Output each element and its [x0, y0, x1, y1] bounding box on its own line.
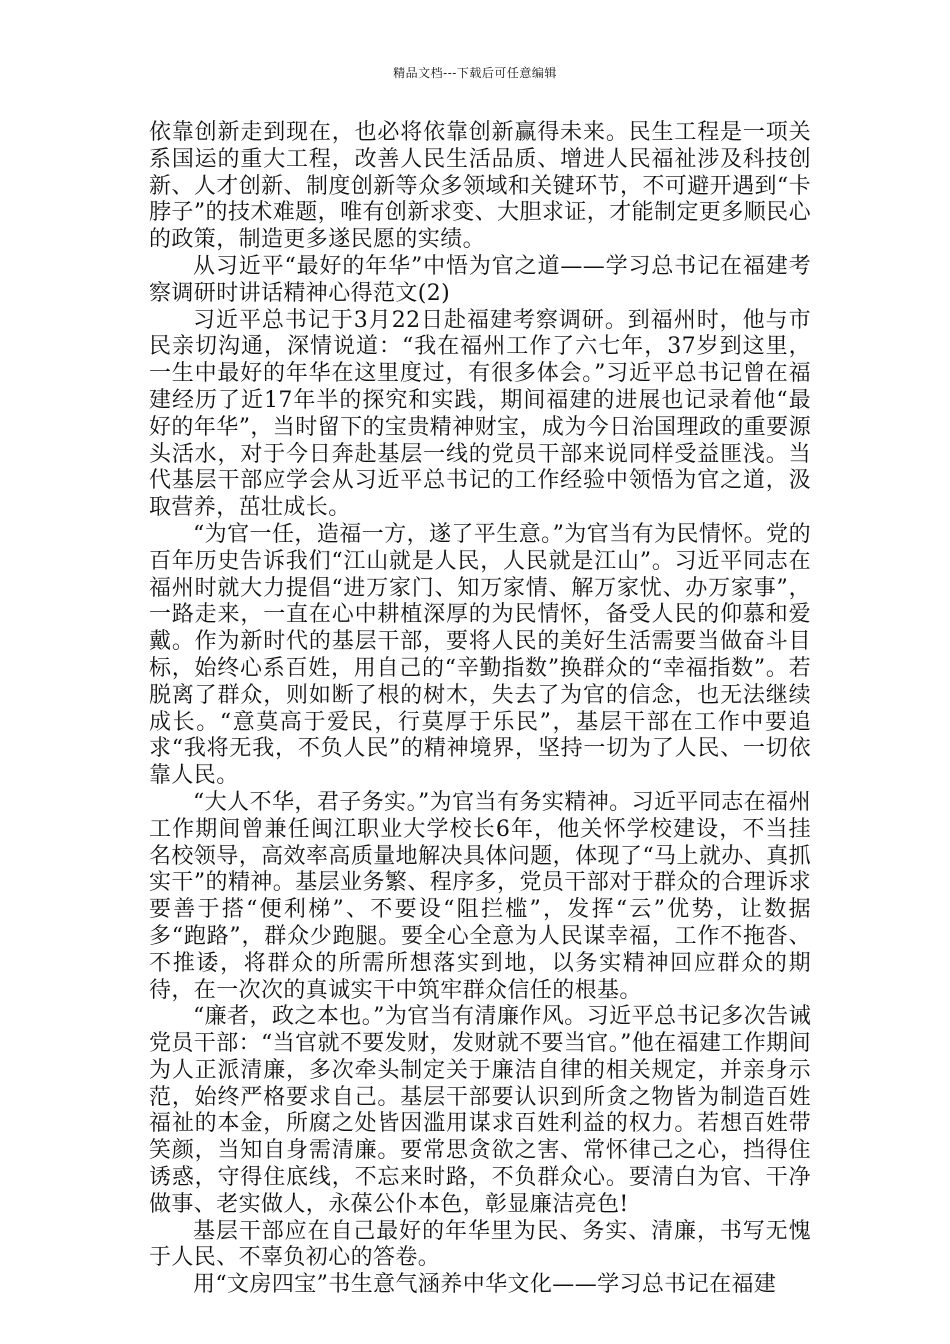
- document-body: [149, 120, 811, 1299]
- next-article-title: 用“文房四宝”书生意气涵养中华文化——学习总书记在福建: [193, 1272, 777, 1298]
- paragraph-innovation: 依靠创新走到现在，也必将依靠创新赢得未来。民生工程是一项关系国运的重大工程，改善人民生活品质、增进人民福祉涉及科技创新、人才创新、制度创新等众多领域和关键环节，不可避开遇到“卡脖子”的技术难题，唯有创新求变、大胆求证，才能制定更多顺民心的政策，制造更多遂民愿的实绩。: [149, 120, 811, 253]
- paragraph-intro: 习近平总书记于3月22日赴福建考察调研。到福州时，他与市民亲切沟通，深情说道：“我在福州工作了六七年，37岁到这里，一生中最好的年华在这里度过，有很多体会。”习近平总书记曾在福建经历了近17年半的探究和实践，期间福建的进展也记录着他“最好的年华”，当时留下的宝贵精神财宝，成为今日治国理政的重要源头活水，对于今日奔赴基层一线的党员干部来说同样受益匪浅。当代基层干部应学会从习近平总书记的工作经验中领悟为官之道，汲取营养，茁壮成长。: [149, 307, 811, 521]
- paragraph-conclusion: 基层干部应在自己最好的年华里为民、务实、清廉，书写无愧于人民、不辜负初心的答卷。: [149, 1218, 811, 1271]
- paragraph-people-feelings: “为官一任，造福一方，遂了平生意。”为官当有为民情怀。党的百年历史告诉我们“江山就是人民，人民就是江山”。习近平同志在福州时就大力提倡“进万家门、知万家情、解万家忧、办万家事”，一路走来，一直在心中耕植深厚的为民情怀，备受人民的仰慕和爱戴。作为新时代的基层干部，要将人民的美好生活需要当做奋斗目标，始终心系百姓，用自己的“辛勤指数”换群众的“幸福指数”。若脱离了群众，则如断了根的树木，失去了为官的信念，也无法继续成长。“意莫高于爱民，行莫厚于乐民”，基层干部在工作中要追求“我将无我，不负人民”的精神境界，坚持一切为了人民、一切依靠人民。: [149, 521, 811, 789]
- paragraph-practical-spirit: “大人不华，君子务实。”为官当有务实精神。习近平同志在福州工作期间曾兼任闽江职业大学校长6年，他关怀学校建设，不当挂名校领导，高效率高质量地解决具体问题，体现了“马上就办、真抓实干”的精神。基层业务繁、程序多，党员干部对于群众的合理诉求要善于搭“便利梯”、不要设“阻拦槛”，发挥“云”优势，让数据多“跑路”，群众少跑腿。要全心全意为人民谋幸福，工作不拖沓、不推诿，将群众的所需所想落实到地，以务实精神回应群众的期待，在一次次的真诚实干中筑牢群众信任的根基。: [149, 789, 811, 1003]
- paragraph-integrity: “廉者，政之本也。”为官当有清廉作风。习近平总书记多次告诫党员干部：“当官就不要发财，发财就不要当官。”他在福建工作期间为人正派清廉，多次牵头制定关于廉洁自律的相关规定，并亲身示范，始终严格要求自己。基层干部要认识到所贪之物皆为制造百姓福祉的本金，所腐之处皆因滥用谋求百姓利益的权力。若想百姓带笑颜，当知自身需清廉。要常思贪欲之害、常怀律己之心，挡得住诱惑，守得住底线，不忘来时路，不负群众心。要清白为官、干净做事、老实做人，永葆公仆本色，彰显廉洁亮色!: [149, 1004, 811, 1217]
- article-title: 从习近平“最好的年华”中悟为官之道——学习总书记在福建考察调研时讲话精神心得范文(2): [149, 253, 811, 306]
- page-header: 精品文档---下载后可任意编辑: [393, 66, 557, 80]
